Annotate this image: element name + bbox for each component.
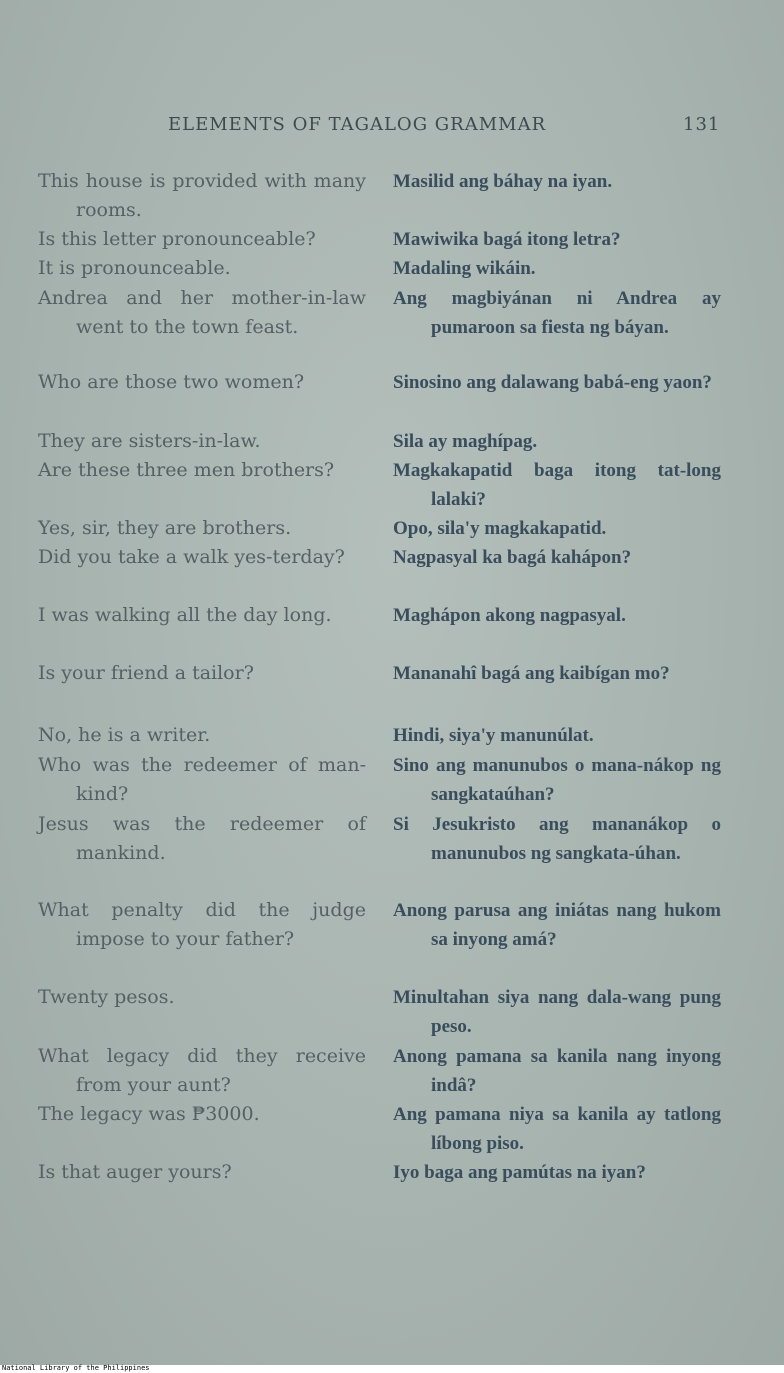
tagalog-phrase: Sila ay maghípag. bbox=[393, 431, 538, 452]
english-phrase: No, he is a writer. bbox=[38, 724, 211, 746]
tagalog-phrase: Masilid ang báhay na iyan. bbox=[393, 171, 613, 192]
tagalog-phrase: Magkakapatid baga itong tat-long lalaki? bbox=[393, 460, 721, 510]
english-phrase: It is pronounceable. bbox=[38, 257, 231, 279]
tagalog-phrase: Ang pamana niya sa kanila ay tatlong líbong piso. bbox=[393, 1104, 721, 1154]
tagalog-phrase: Iyo baga ang pamútas na iyan? bbox=[393, 1162, 646, 1183]
english-phrase: Jesus was the redeemer of mankind. bbox=[38, 813, 366, 864]
english-phrase: Is this letter pronounceable? bbox=[38, 228, 316, 250]
english-phrase: I was walking all the day long. bbox=[38, 604, 332, 626]
english-phrase: What penalty did the judge impose to your father? bbox=[38, 899, 366, 950]
tagalog-phrase: Sinosino ang dalawang babá-eng yaon? bbox=[393, 372, 712, 393]
english-phrase: The legacy was ₱3000. bbox=[38, 1103, 260, 1125]
english-phrase: Is that auger yours? bbox=[38, 1161, 232, 1183]
tagalog-phrase: Mawiwika bagá itong letra? bbox=[393, 229, 621, 250]
english-phrase: Who are those two women? bbox=[38, 371, 305, 393]
english-phrase: Who was the redeemer of man-kind? bbox=[38, 754, 366, 805]
tagalog-phrase: Mananahî bagá ang kaibígan mo? bbox=[393, 663, 670, 684]
english-phrase: Is your friend a tailor? bbox=[38, 662, 254, 684]
tagalog-phrase: Minultahan siya nang dala-wang pung peso. bbox=[393, 987, 721, 1037]
tagalog-phrase: Madaling wikáin. bbox=[393, 258, 536, 279]
tagalog-phrase: Si Jesukristo ang mananákop o manunubos ng sangkata-úhan. bbox=[393, 814, 721, 864]
english-phrase: They are sisters-in-law. bbox=[38, 430, 261, 452]
english-phrase: Twenty pesos. bbox=[38, 986, 175, 1008]
tagalog-phrase: Anong pamana sa kanila nang inyong indâ? bbox=[393, 1046, 721, 1096]
running-header bbox=[0, 114, 784, 144]
english-phrase: Andrea and her mother-in-law went to the town feast. bbox=[38, 287, 366, 338]
english-phrase: Yes, sir, they are brothers. bbox=[38, 517, 292, 539]
tagalog-phrase: Maghápon akong nagpasyal. bbox=[393, 605, 626, 626]
tagalog-phrase: Nagpasyal ka bagá kahápon? bbox=[393, 547, 632, 568]
tagalog-phrase: Hindi, siya'y manunúlat. bbox=[393, 725, 594, 746]
english-phrase: Did you take a walk yes-terday? bbox=[38, 546, 345, 568]
library-credit: National Library of the Philippines bbox=[2, 1364, 150, 1372]
english-phrase: Are these three men brothers? bbox=[38, 459, 335, 481]
page-number: 131 bbox=[683, 114, 721, 135]
running-title: ELEMENTS OF TAGALOG GRAMMAR bbox=[168, 114, 547, 135]
english-phrase: This house is provided with many rooms. bbox=[38, 170, 366, 221]
english-phrase: What legacy did they receive from your aunt? bbox=[38, 1045, 366, 1096]
tagalog-phrase: Sino ang manunubos o mana-nákop ng sangkataúhan? bbox=[393, 755, 721, 805]
tagalog-phrase: Anong parusa ang iniátas nang hukom sa inyong amá? bbox=[393, 900, 721, 950]
tagalog-phrase: Opo, sila'y magkakapatid. bbox=[393, 518, 607, 539]
tagalog-phrase: Ang magbiyánan ni Andrea ay pumaroon sa fiesta ng báyan. bbox=[393, 288, 721, 338]
